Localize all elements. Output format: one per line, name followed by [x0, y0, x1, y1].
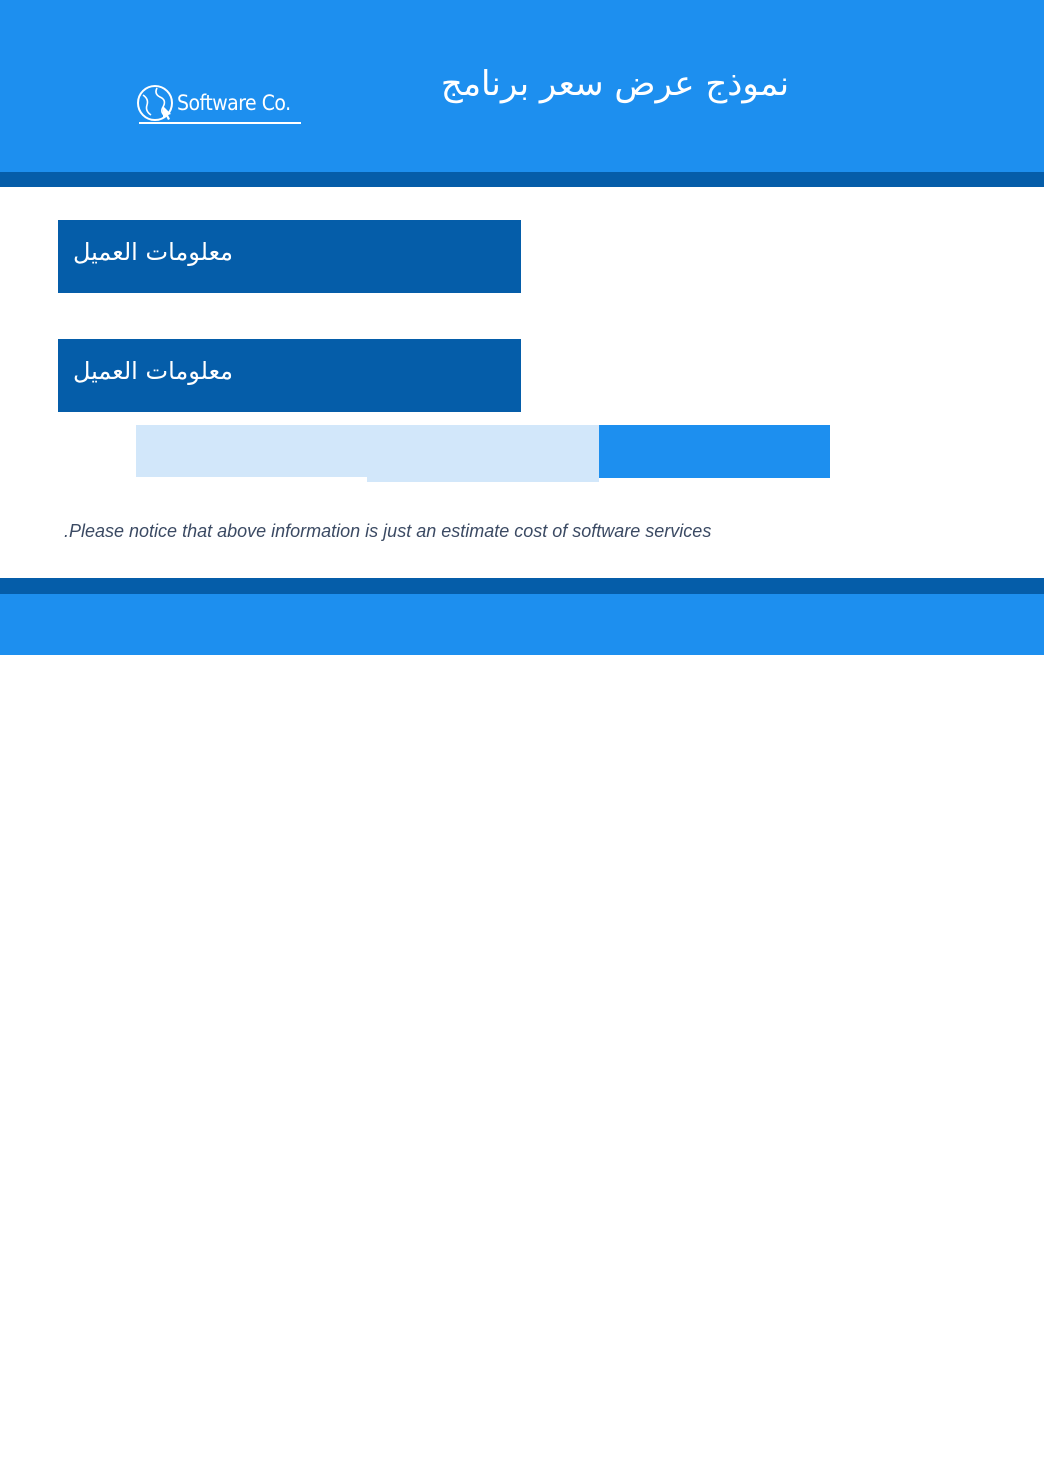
- footer-band: [0, 594, 1044, 655]
- globe-icon: [135, 82, 179, 126]
- client-info-header-2: [58, 339, 521, 412]
- logo-text: Software Co.: [177, 91, 291, 115]
- section-label: معلومات العميل: [73, 238, 234, 266]
- client-info-header: [58, 220, 521, 293]
- logo-underline: [139, 122, 301, 124]
- table-cell-light-extension: [367, 470, 599, 482]
- footer-stripe: [0, 578, 1044, 594]
- header-stripe: [0, 172, 1044, 187]
- company-logo: [135, 82, 305, 128]
- table-cell-dark: [599, 425, 830, 478]
- section-label: معلومات العميل: [73, 357, 234, 385]
- disclaimer-note: .Please notice that above information is just an estimate cost of software services: [64, 521, 712, 541]
- page-title: نموذج عرض سعر برنامج: [440, 64, 790, 104]
